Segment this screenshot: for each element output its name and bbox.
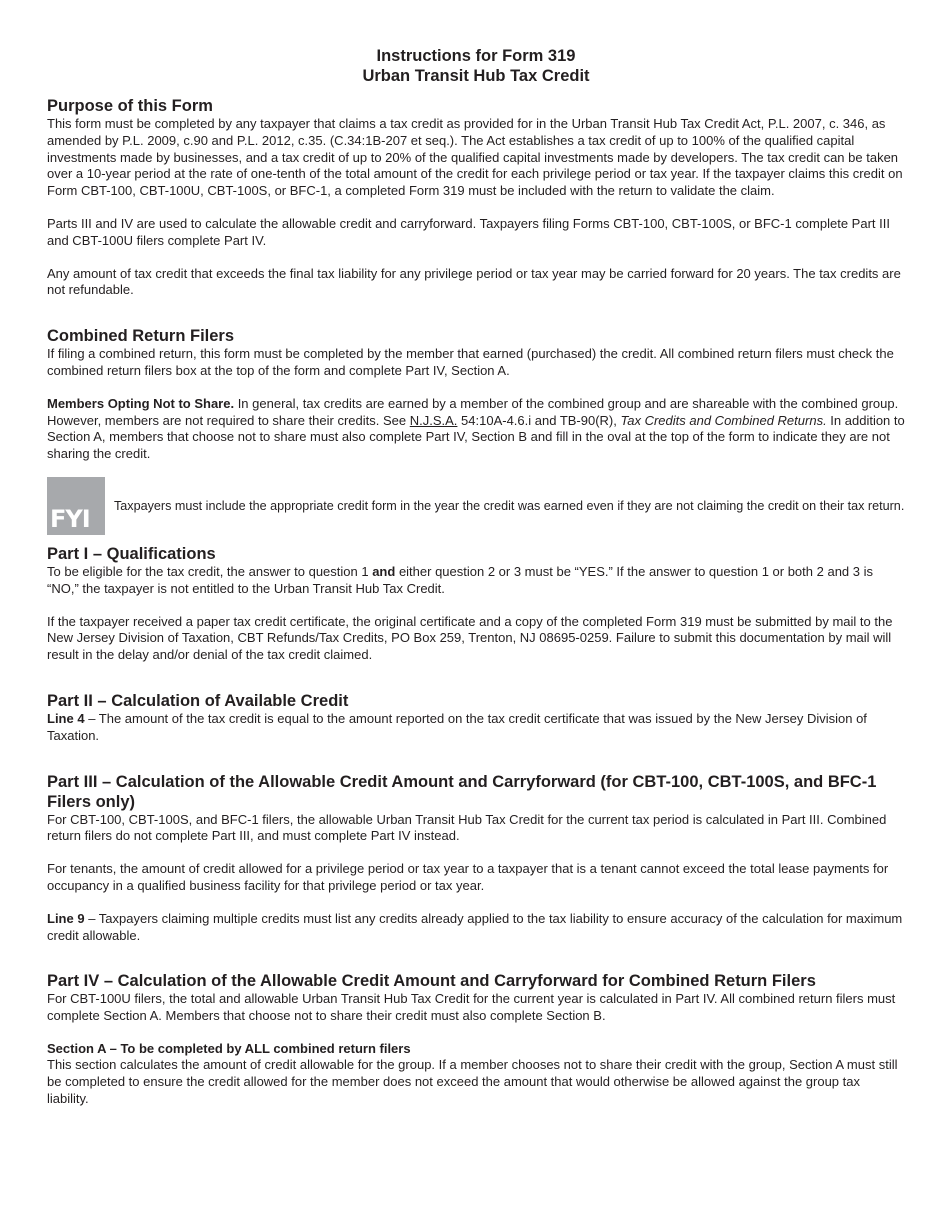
title-line-1: Instructions for Form 319 bbox=[376, 47, 576, 65]
line9-label: Line 9 bbox=[47, 910, 85, 926]
part2-heading: Part II – Calculation of Available Credit bbox=[47, 691, 349, 710]
njsa-link[interactable]: N.J.S.A. bbox=[409, 412, 458, 428]
part1-text-a: To be eligible for the tax credit, the answer to question 1 bbox=[47, 563, 373, 579]
part3-heading: Part III – Calculation of the Allowable Credit Amount and Carryforward (for CBT-100, CBT-100S, and BFC-1 Filers only) bbox=[47, 772, 877, 811]
fyi-note bbox=[47, 477, 905, 535]
combined-heading: Combined Return Filers bbox=[47, 327, 235, 346]
line4-text: – The amount of the tax credit is equal to the amount reported on the tax credit certificate that was issued by the New Jersey Division of Taxation. bbox=[47, 710, 867, 743]
part2-line4 bbox=[47, 711, 905, 745]
members-italic-title: Tax Credits and Combined Returns. bbox=[620, 412, 827, 428]
fyi-icon bbox=[47, 477, 105, 535]
members-text-1: In general, tax credits are earned by a member of the combined group and are shareable with the combined group. However, members are not required to share their credits. See bbox=[47, 395, 899, 428]
part3-line9 bbox=[47, 911, 905, 945]
purpose-paragraph-2: Parts III and IV are used to calculate the allowable credit and carryforward. Taxpayers filing Forms CBT-100, CBT-100S, or BFC-1 complete Part III and CBT-100U filers complete Part IV. bbox=[47, 215, 890, 248]
purpose-paragraph-1: This form must be completed by any taxpayer that claims a tax credit as provided for in the Urban Transit Hub Tax Credit Act, P.L. 2007, c. 346, as amended by P.L. 2009, c.90 and P.L. 2012, c.35. (C.34:1B-207 et seq.). The Act establishes a tax credit of up to 100% of the qualified capital investments made by businesses, and a tax credit of up to 20% of the qualified capital investments made by developers. The tax credit can be taken over a 10-year period at the rate of one-tenth of the total amount of the credit for each privilege period or tax year. If the taxpayer claims this credit on Form CBT-100, CBT-100U, CBT-100S, or BFC-1, a completed Form 319 must be included with the return to validate the claim. bbox=[47, 116, 903, 199]
part3-paragraph-1: For CBT-100, CBT-100S, and BFC-1 filers, the allowable Urban Transit Hub Tax Credit for the current tax period is calculated in Part III. Combined return filers do not complete Part III, and must complete Part IV instead. bbox=[47, 811, 887, 844]
document-title bbox=[47, 46, 905, 86]
combined-paragraph-1: If filing a combined return, this form must be completed by the member that earned (purchased) the credit. All combined return filers must check the combined return filers box at the top of the form and complete Part IV, Section A. bbox=[47, 346, 894, 378]
line4-label: Line 4 bbox=[47, 710, 85, 726]
part1-heading: Part I – Qualifications bbox=[47, 544, 216, 563]
instructions-page bbox=[47, 46, 905, 1107]
fyi-label: FYI bbox=[50, 504, 90, 533]
part4-heading: Part IV – Calculation of the Allowable Credit Amount and Carryforward for Combined Return Filers bbox=[47, 972, 816, 991]
part1-paragraph-1 bbox=[47, 564, 905, 598]
members-opting-paragraph bbox=[47, 396, 905, 463]
title-line-2: Urban Transit Hub Tax Credit bbox=[362, 67, 590, 85]
part1-paragraph-2: If the taxpayer received a paper tax credit certificate, the original certificate and a copy of the completed Form 319 must be submitted by mail to the New Jersey Division of Taxation, CBT Refunds/Tax Credits, PO Box 259, Trenton, NJ 08695-0259. Failure to submit this documentation by mail will result in the delay and/or denial of the tax credit claimed. bbox=[47, 613, 893, 663]
sectionA-heading: Section A – To be completed by ALL combined return filers bbox=[47, 1040, 411, 1056]
part4-paragraph-1: For CBT-100U filers, the total and allowable Urban Transit Hub Tax Credit for the current year is calculated in Part IV. All combined return filers must complete Section A. Members that choose not to share their credit must also complete Section B. bbox=[47, 991, 896, 1024]
part1-bold-and: and bbox=[372, 563, 396, 579]
part3-paragraph-2: For tenants, the amount of credit allowed for a privilege period or tax year to a taxpayer that is a tenant cannot exceed the total lease payments for occupancy in a qualified business facility for that privilege period or tax year. bbox=[47, 861, 889, 893]
line9-text: – Taxpayers claiming multiple credits must list any credits already applied to the tax liability to ensure accuracy of the calculation for maximum credit allowable. bbox=[47, 910, 903, 943]
part1-text-b: either question 2 or 3 must be “YES.” If the answer to question 1 or both 2 and 3 is “NO,” the taxpayer is not entitled to the Urban Transit Hub Tax Credit. bbox=[47, 563, 873, 596]
purpose-heading: Purpose of this Form bbox=[47, 97, 213, 115]
members-text-3: In addition to Section A, members that choose not to share must also complete Part IV, Section B and fill in the oval at the top of the form to indicate they are not sharing the credit. bbox=[47, 412, 905, 462]
fyi-text: Taxpayers must include the appropriate credit form in the year the credit was earned even if they are not claiming the credit on their tax return. bbox=[114, 498, 905, 513]
purpose-paragraph-3: Any amount of tax credit that exceeds the final tax liability for any privilege period or tax year may be carried forward for 20 years. The tax credits are not refundable. bbox=[47, 265, 901, 298]
members-text-2: 54:10A-4.6.i and TB-90(R), bbox=[457, 412, 621, 428]
members-opting-label: Members Opting Not to Share. bbox=[47, 395, 235, 411]
sectionA-paragraph: This section calculates the amount of credit allowable for the group. If a member chooses not to share their credit with the group, Section A must still be completed to ensure the credit allowed for the member does not exceed the amount that would otherwise be allowed against the group tax liability. bbox=[47, 1056, 898, 1106]
